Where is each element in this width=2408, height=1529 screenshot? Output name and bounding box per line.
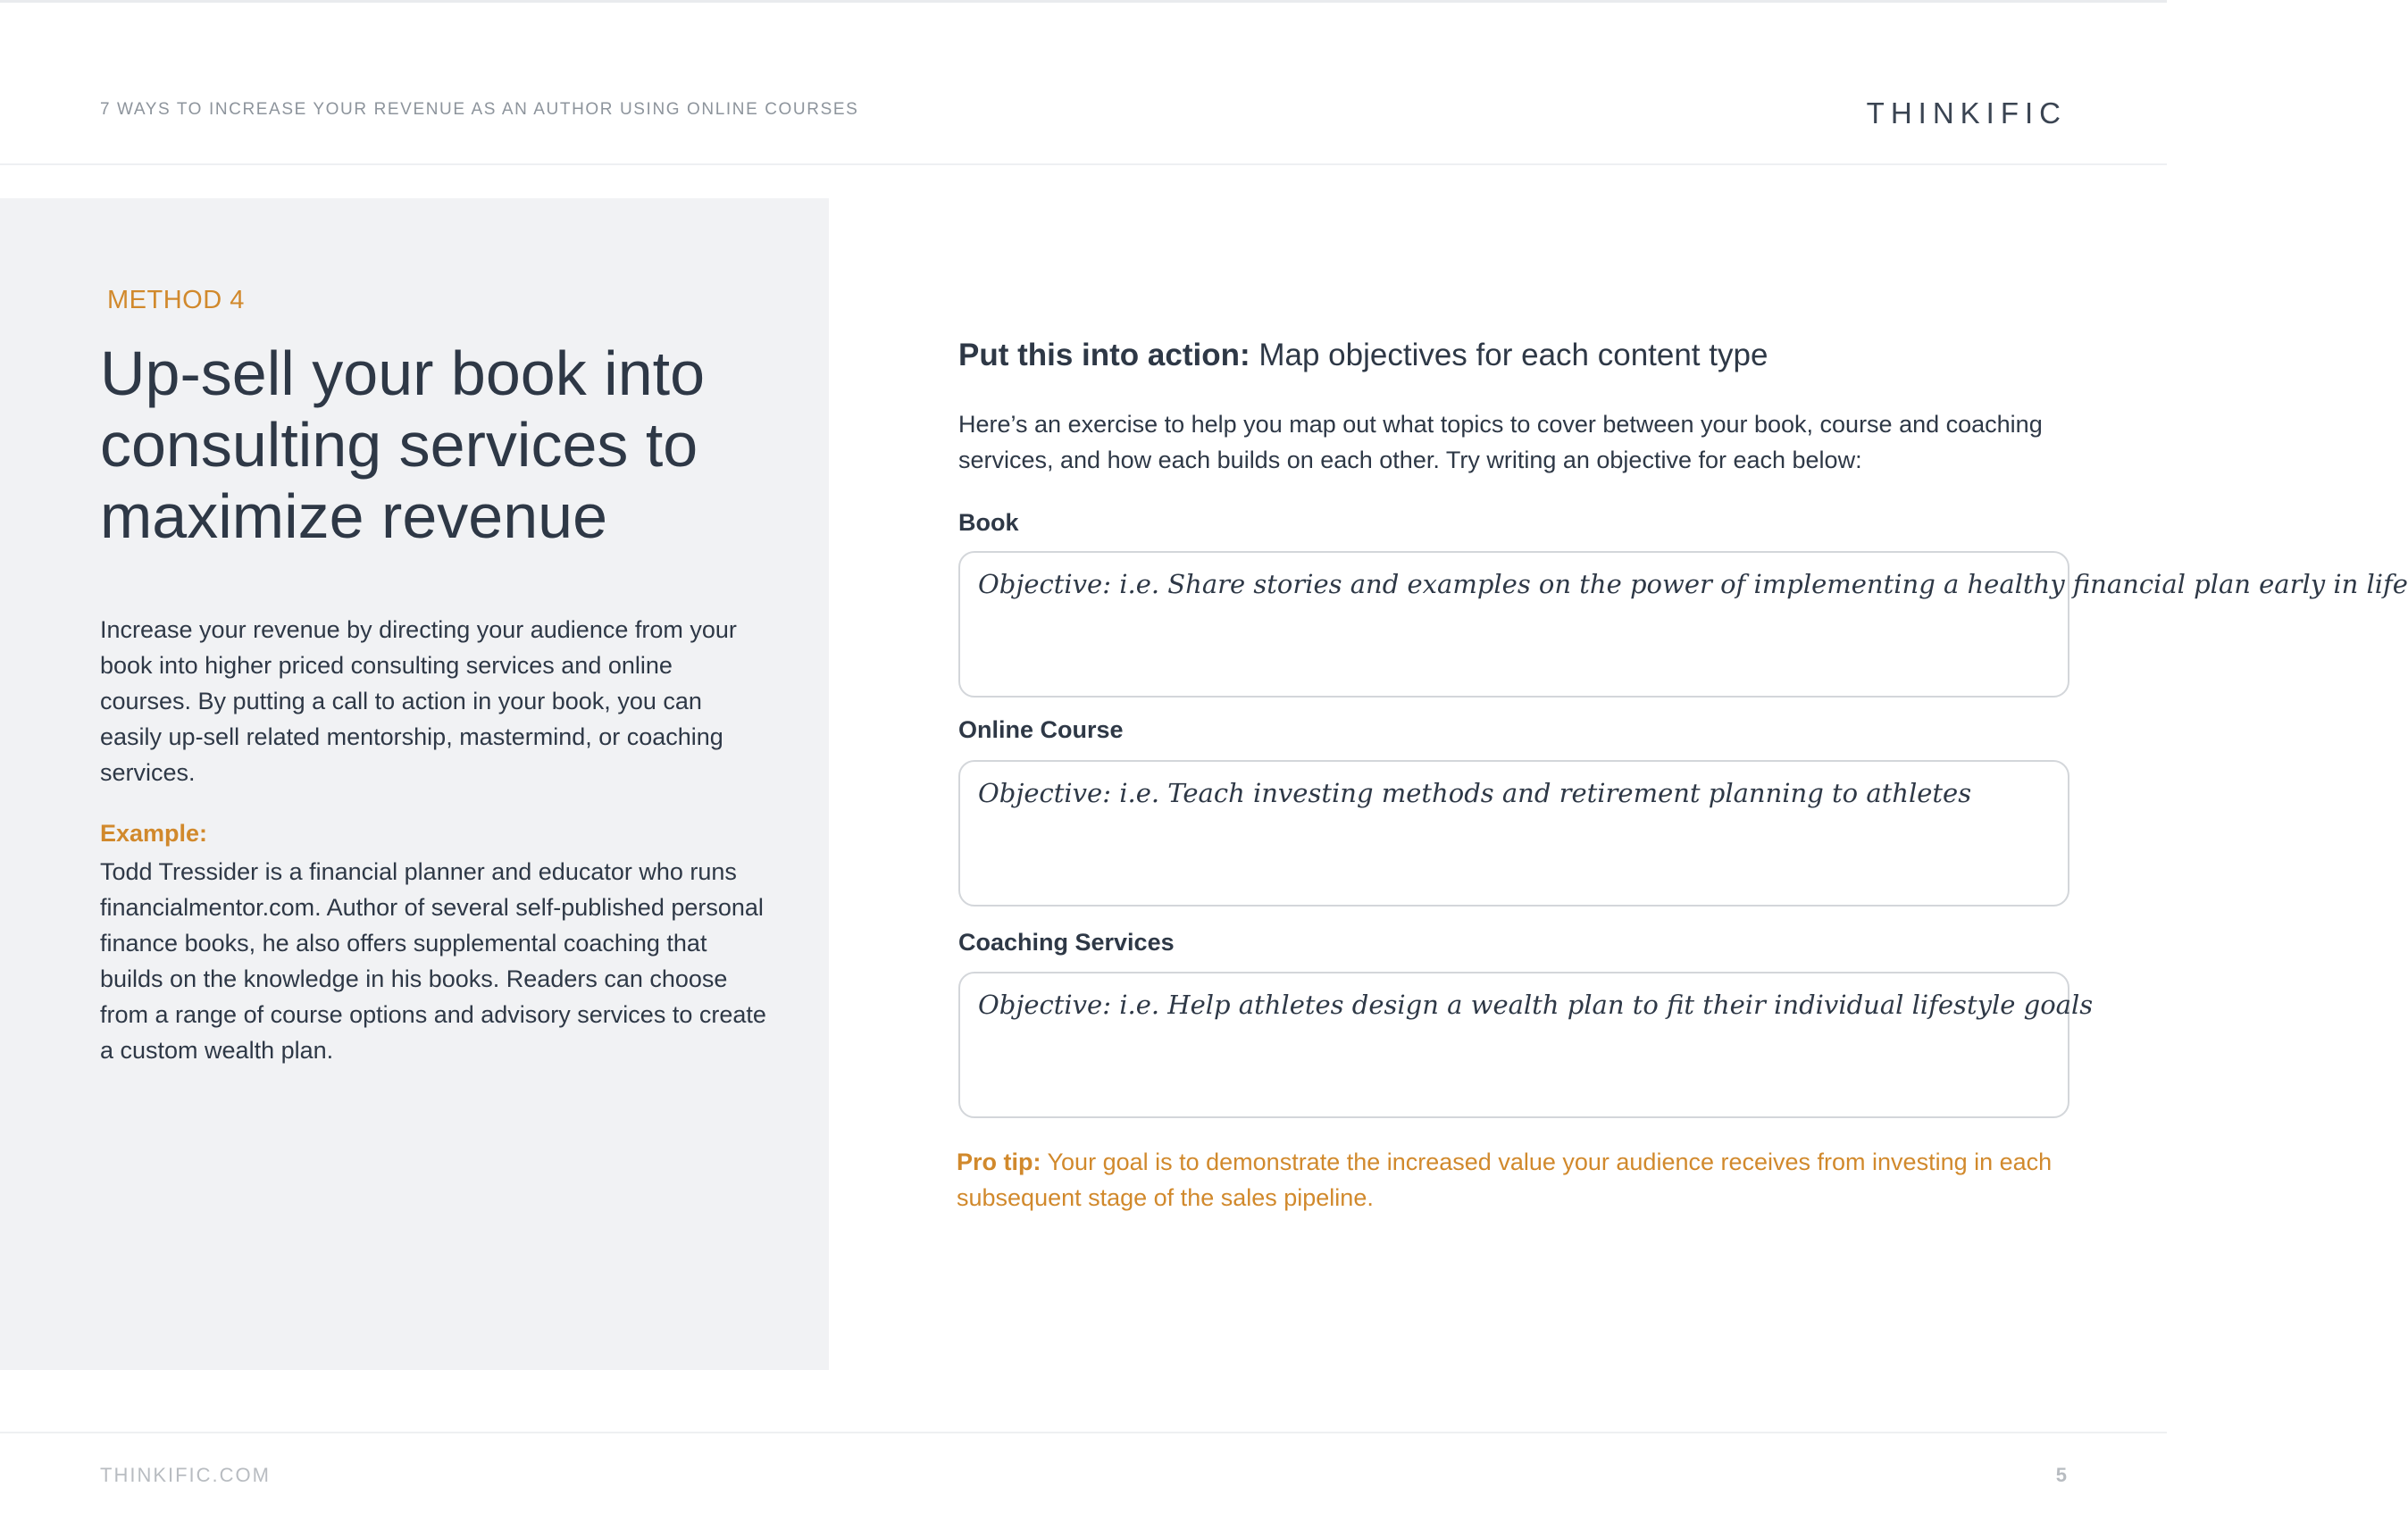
online-course-objective-text: Objective: i.e. Teach investing methods and retirement planning to athletes (978, 778, 1972, 808)
book-field-label: Book (958, 509, 1019, 536)
example-label: Example: (100, 820, 208, 847)
action-heading-bold: Put this into action: (958, 338, 1250, 372)
online-course-objective-field[interactable] (958, 760, 2069, 907)
document-header-title: 7 WAYS TO INCREASE YOUR REVENUE AS AN AUTHOR USING ONLINE COURSES (100, 100, 859, 119)
page-title: Up-sell your book into consulting services to maximize revenue (100, 338, 705, 551)
intro-paragraph: Increase your revenue by directing your audience from your book into higher priced consulting services and online courses. By putting a call to action in your book, you can easily up-sell related mentorship, mastermind, or coaching services. (100, 616, 737, 786)
action-heading-text: Map objectives for each content type (1250, 338, 1768, 372)
top-border (0, 0, 2167, 3)
book-objective-field[interactable] (958, 551, 2408, 698)
coaching-services-objective-text: Objective: i.e. Help athletes design a wealth plan to fit their individual lifestyle goals (978, 990, 2094, 1020)
coaching-services-field-label: Coaching Services (958, 929, 1175, 956)
online-course-field-label: Online Course (958, 716, 1124, 743)
page-number: 5 (2055, 1464, 2067, 1486)
footer-divider (0, 1432, 2167, 1433)
action-heading (958, 338, 1768, 373)
pro-tip-text: Your goal is to demonstrate the increased value your audience receives from investing in each subsequent stage of the sales pipeline. (957, 1149, 2053, 1211)
book-objective-text: Objective: i.e. Share stories and examples on the power of implementing a healthy financial plan early in life (978, 569, 2408, 599)
example-paragraph: Todd Tressider is a financial planner and educator who runs financialmentor.com. Author of several self-published personal finance books, he also offers supplemental coaching that builds on the knowledge in his books. Readers can choose from a range of course options and advisory services to create a custom wealth plan. (100, 858, 766, 1064)
method-label: METHOD 4 (107, 286, 245, 314)
action-intro-paragraph: Here’s an exercise to help you map out what topics to cover between your book, course and coaching services, and how each builds on each other. Try writing an objective for each below: (958, 411, 2043, 473)
thinkific-logo: THINKIFIC (1866, 96, 2067, 130)
footer-site-link[interactable]: THINKIFIC.COM (100, 1464, 271, 1486)
coaching-services-objective-field[interactable] (958, 972, 2094, 1118)
pro-tip (957, 1144, 2091, 1216)
pro-tip-label: Pro tip: (957, 1149, 1041, 1175)
header-divider (0, 163, 2167, 165)
